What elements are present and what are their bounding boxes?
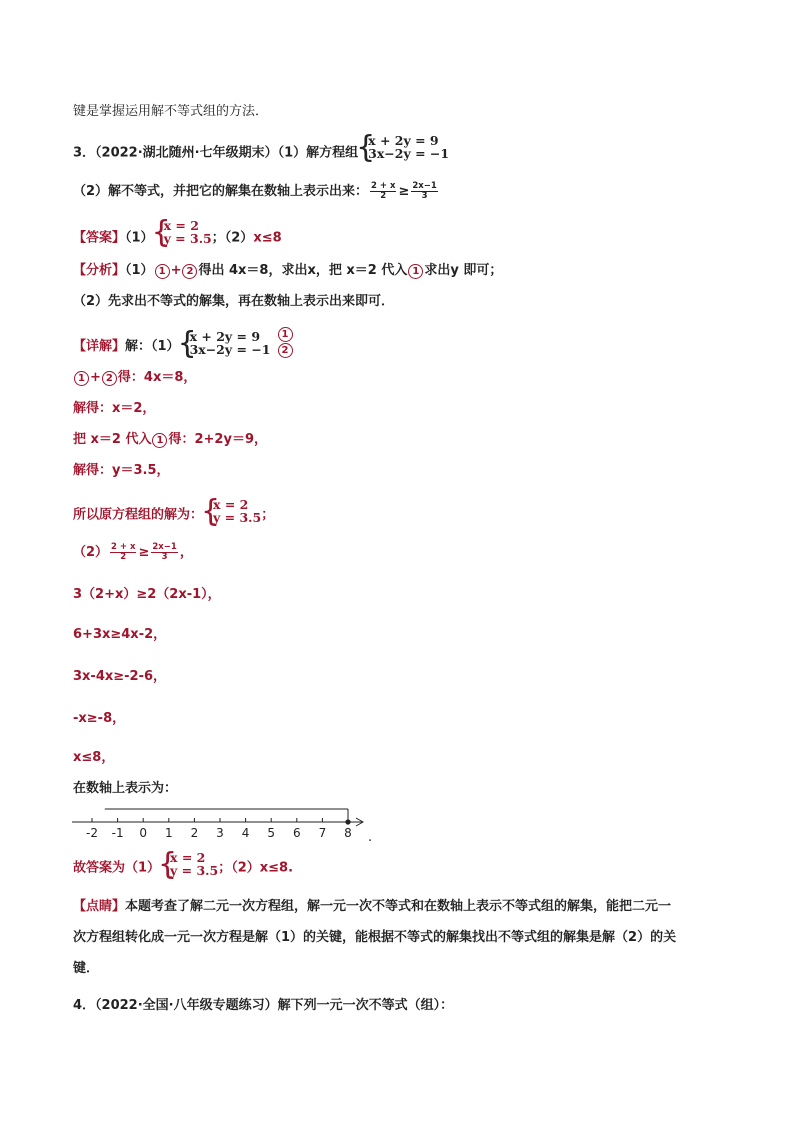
detail-tag: 【详解】 <box>73 339 126 354</box>
detail-step3-b: 得：2+2y＝9， <box>168 432 267 447</box>
circled-1-icon: 1 <box>152 433 167 448</box>
final-mid: ；（2）x≤8. <box>218 860 294 876</box>
numberline-label: 在数轴上表示为： <box>73 781 178 796</box>
comment-text-1: 本题考查了解二元一次方程组，解一元一次不等式和在数轴上表示不等式组的解集，能把二元一 <box>125 899 672 914</box>
detail-p2-label: （2） <box>73 545 109 560</box>
numberline-tick-label: 3 <box>216 826 224 840</box>
detail-line-1: 3（2+x）≥2（2x-1）， <box>73 587 221 602</box>
question-3 <box>73 133 450 166</box>
q3-source: （2022·湖北随州·七年级期末） <box>95 145 278 161</box>
analysis-plus: + <box>170 263 182 278</box>
answer-sol-x: { x = 2 <box>163 218 199 233</box>
answer-solution-system <box>154 219 212 245</box>
comment-line-2: 次方程组转化成一元一次方程是解（1）的关键，能根据不等式的解集找出不等式组的解集是解（2）的关 <box>73 930 677 945</box>
detail-sol-x: { x = 2 <box>213 497 249 512</box>
detail-eq-1: { x + 2y = 9 <box>189 328 261 344</box>
comment-tag: 【点睛】 <box>73 899 126 914</box>
answer-p2: （2） <box>224 230 254 246</box>
final-prefix: 故答案为（1） <box>73 860 161 876</box>
q3-eq-2: 3x−2y = −1 <box>368 146 450 161</box>
numberline-tick-label: 0 <box>139 826 148 840</box>
analysis-line-1 <box>73 262 502 280</box>
comment-line-1 <box>73 898 671 916</box>
detail-step5-text: 所以原方程组的解为： <box>73 507 204 523</box>
detail-circle-labels <box>277 327 294 358</box>
detail-frac-left <box>110 543 136 562</box>
detail-equation-system <box>180 330 271 356</box>
final-solution-system <box>160 851 218 877</box>
detail-intro: 解：（1） <box>125 339 180 354</box>
numberline-tick-label: 5 <box>267 826 276 840</box>
number-line <box>70 805 380 845</box>
detail-step-5 <box>73 497 275 528</box>
detail-frac-right-num: 2x−1 <box>152 542 177 552</box>
q3-frac-right-den: 3 <box>421 191 428 201</box>
detail-eq-2: 3x−2y = −1 <box>189 341 271 357</box>
detail-step3-a: 把 x＝2 代入 <box>73 432 152 447</box>
answer-tag: 【答案】 <box>73 230 126 246</box>
detail-step-2: 解得：x＝2， <box>73 401 156 416</box>
numberline-tick-label: 6 <box>292 826 301 840</box>
detail-line-2: 6+3x≥4x-2， <box>73 627 167 642</box>
q3-ineq-sign: ≥ <box>398 184 410 199</box>
numberline-tick-label: 8 <box>344 826 352 840</box>
q4-text: 解下列一元一次不等式（组）： <box>277 998 454 1013</box>
analysis-line-2: （2）先求出不等式的解集，再在数轴上表示出来即可． <box>73 294 395 309</box>
answer-p2-value: x≤8 <box>253 230 282 246</box>
q3-part1-label: （1）解方程组 <box>277 145 359 161</box>
final-sol-x: { x = 2 <box>170 850 206 865</box>
answer-line <box>73 218 282 251</box>
detail-frac-right <box>151 543 177 562</box>
plus-sign: + <box>90 370 101 385</box>
q3-frac-left-den: 2 <box>380 191 387 201</box>
circled-2-icon: 2 <box>182 264 197 279</box>
answer-p1: （1） <box>125 230 154 246</box>
detail-solution-system <box>203 498 261 524</box>
q3-eq-1: { x + 2y = 9 <box>368 133 439 148</box>
analysis-l1b: 得出 4x＝8，求出x，把 x＝2 代入 <box>198 263 408 278</box>
detail-step-3 <box>73 431 267 449</box>
q4-number: 4． <box>73 998 96 1013</box>
q4-source: （2022·全国·八年级专题练习） <box>95 998 278 1013</box>
intro-line: 键是掌握运用解不等式组的方法． <box>73 104 269 119</box>
circled-1-icon: 1 <box>155 264 170 279</box>
circled-1-icon: 1 <box>74 371 89 386</box>
detail-part2 <box>73 543 193 562</box>
q3-part2 <box>73 182 440 201</box>
detail-step5-end: ； <box>261 507 275 523</box>
answer-sol-y: y = 3.5 <box>163 231 212 246</box>
numberline-tick-label: 7 <box>318 826 327 840</box>
detail-ineq-sign: ≥ <box>138 545 150 560</box>
detail-step-1 <box>73 369 196 387</box>
detail-line-3: 3x-4x≥-2-6， <box>73 669 167 684</box>
q3-frac-left-num: 2 + x <box>371 181 396 191</box>
detail-frac-left-num: 2 + x <box>111 542 136 552</box>
detail-line-4: -x≥-8， <box>73 711 126 726</box>
analysis-l1c: 求出y 即可； <box>424 263 503 278</box>
q3-frac-left <box>370 182 396 201</box>
circled-2-icon: 2 <box>278 343 293 358</box>
detail-step-4: 解得：y＝3.5， <box>73 463 170 478</box>
circled-2-icon: 2 <box>102 371 117 386</box>
detail-step1-text: 得：4x＝8， <box>117 370 197 385</box>
circled-1-icon: 1 <box>278 327 293 342</box>
final-answer <box>73 850 294 881</box>
q3-frac-right-num: 2x−1 <box>412 181 437 191</box>
detail-sol-y: y = 3.5 <box>213 510 262 525</box>
final-sol-y: y = 3.5 <box>170 863 219 878</box>
numberline-tick-label: -1 <box>111 826 124 840</box>
circled-1-icon: 1 <box>408 264 423 279</box>
q3-part2-text: （2）解不等式，并把它的解集在数轴上表示出来： <box>73 184 369 199</box>
q3-equation-system <box>358 134 449 160</box>
detail-header <box>73 328 294 362</box>
q3-frac-right <box>411 182 437 201</box>
detail-p2-end: ， <box>179 545 193 560</box>
detail-frac-left-den: 2 <box>120 552 127 562</box>
answer-sep: ； <box>211 230 225 246</box>
analysis-l1a: （1） <box>125 263 154 278</box>
numberline-tick-label: 2 <box>190 826 199 840</box>
detail-frac-right-den: 3 <box>161 552 168 562</box>
comment-line-3: 键． <box>73 961 100 976</box>
numberline-trailing-dot: . <box>368 830 373 845</box>
analysis-tag: 【分析】 <box>73 263 126 278</box>
q3-number: 3． <box>73 145 96 161</box>
question-4 <box>73 997 453 1015</box>
numberline-tick-label: 4 <box>241 826 250 840</box>
detail-line-5: x≤8， <box>73 750 115 765</box>
numberline-tick-label: 1 <box>164 826 173 840</box>
numberline-tick-label: -2 <box>86 826 98 840</box>
